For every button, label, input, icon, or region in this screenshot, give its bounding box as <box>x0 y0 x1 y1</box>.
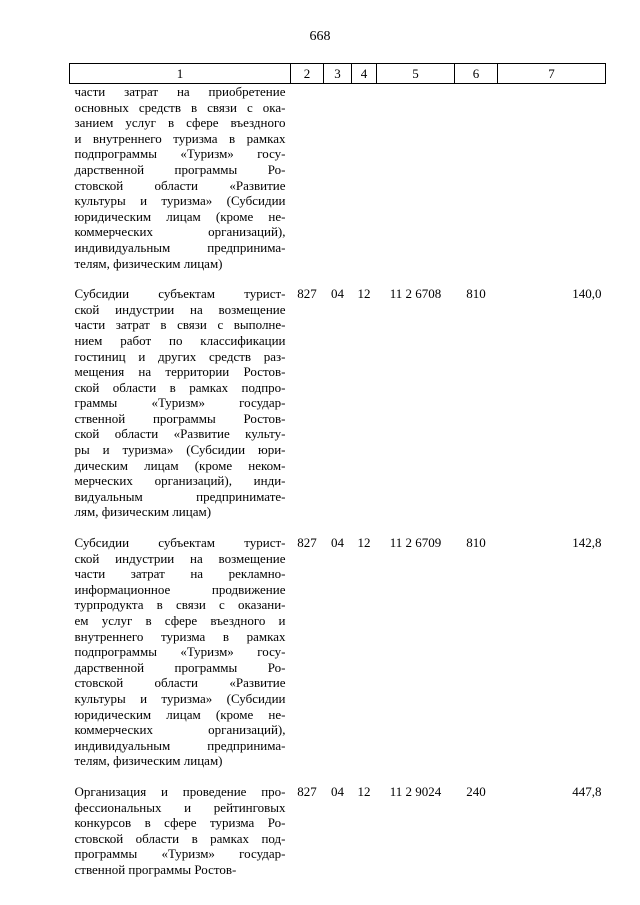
section-code: 04 <box>331 286 344 302</box>
budget-table <box>69 63 606 878</box>
description-line: граммы «Туризм» государ- <box>74 395 286 411</box>
description-line: фессиональных и рейтинговых <box>74 799 286 815</box>
description-line: ской индустрии на возмещение <box>74 301 286 317</box>
description-line: информационное продвижение <box>74 581 286 597</box>
table-body <box>70 84 606 878</box>
description-line: телям, физическим лицам) <box>74 753 223 769</box>
description-line: ской индустрии на возмещение <box>74 550 286 566</box>
description-line: юридическим лицам (кроме не- <box>74 208 286 224</box>
target-article-code: 11 2 9024 <box>389 783 442 799</box>
column-header-6: 6 <box>455 64 498 84</box>
row-description <box>70 271 291 520</box>
description-line: дарственной программы Ро- <box>74 161 286 177</box>
description-line: программы «Туризм» государ- <box>74 846 286 862</box>
subsection-code <box>352 84 377 272</box>
subsection-code: 12 <box>357 783 371 799</box>
row-description <box>70 84 291 272</box>
description-line: части затрат в связи с выполне- <box>74 317 286 333</box>
description-line: лям, физическим лицам) <box>74 504 212 520</box>
description-line: ем услуг в сфере въездного и <box>74 613 286 628</box>
description-line: коммерческих организаций), <box>74 224 286 240</box>
description-line: нием работ по классификации <box>74 332 286 348</box>
description-line: индивидуальным предпринима- <box>74 737 286 753</box>
description-line: стовской области «Развитие <box>74 177 286 193</box>
target-article-code: 11 2 6708 <box>389 286 442 302</box>
ministry-code <box>291 84 324 272</box>
description-line: ры и туризма» (Субсидии юри- <box>74 442 286 458</box>
column-header-7: 7 <box>498 64 606 84</box>
amount: 447,8 <box>572 783 602 799</box>
expense-kind-code <box>455 84 498 272</box>
target-article-code <box>377 84 455 272</box>
ministry-code: 827 <box>297 783 317 799</box>
description-line: дическим лицам (кроме неком- <box>74 457 286 473</box>
description-line: мерческих организаций), инди- <box>74 473 286 489</box>
description-line: дарственной программы Ро- <box>74 659 286 675</box>
description-line: культуры и туризма» (Субсидии <box>74 193 286 209</box>
section-code <box>324 84 352 272</box>
description-line: ственной программы Ростов- <box>74 410 286 426</box>
description-line: стовской области «Развитие <box>74 675 286 691</box>
target-article-code: 11 2 6709 <box>389 535 442 551</box>
description-line: гостиниц и других средств раз- <box>74 348 286 364</box>
description-line: стовской области в рамках под- <box>74 830 286 846</box>
description-line: Организация и проведение про- <box>74 783 286 799</box>
description-line: подпрограммы «Туризм» госу- <box>74 146 286 162</box>
description-line: конкурсов в сфере туризма Ро- <box>74 815 286 831</box>
description-line: юридическим лицам (кроме не- <box>74 706 286 722</box>
description-line: Субсидии субъектам турист- <box>74 535 286 551</box>
expense-kind-code: 240 <box>466 783 486 799</box>
description-line: ской области «Развитие культу- <box>74 426 286 442</box>
table-row <box>70 271 606 520</box>
header-row <box>70 64 606 84</box>
table-row <box>70 769 606 878</box>
subsection-code: 12 <box>357 286 371 302</box>
ministry-code: 827 <box>297 286 317 302</box>
page-number: 668 <box>309 29 331 44</box>
description-line: занием услуг в сфере въездного <box>74 115 286 131</box>
column-header-5: 5 <box>377 64 455 84</box>
table-row <box>70 520 606 769</box>
column-header-1: 1 <box>70 64 291 84</box>
expense-kind-code: 810 <box>466 286 486 302</box>
column-header-3: 3 <box>324 64 352 84</box>
description-line: телям, физическим лицам) <box>74 255 223 271</box>
column-header-2: 2 <box>291 64 324 84</box>
amount: 140,0 <box>572 286 602 302</box>
table-row <box>70 84 606 272</box>
description-line: части затрат на приобретение <box>74 84 286 99</box>
description-line: внутреннего туризма в рамках <box>74 628 286 644</box>
section-code: 04 <box>331 783 344 799</box>
description-line: Субсидии субъектам турист- <box>74 286 286 302</box>
description-line: турпродукта в связи с оказани- <box>74 597 286 613</box>
subsection-code: 12 <box>357 535 371 551</box>
description-line: и внутреннего туризма в рамках <box>74 130 286 146</box>
expense-kind-code: 810 <box>466 535 486 551</box>
amount <box>498 84 606 272</box>
description-line: части затрат на рекламно- <box>74 566 286 582</box>
ministry-code: 827 <box>297 535 317 551</box>
description-line: видуальным предпринимате- <box>74 488 286 504</box>
description-line: основных средств в связи с ока- <box>74 99 286 115</box>
description-line: ской области в рамках подпро- <box>74 379 286 395</box>
description-line: коммерческих организаций), <box>74 722 286 738</box>
column-header-4: 4 <box>352 64 377 84</box>
row-description <box>70 520 291 769</box>
row-description <box>70 769 291 878</box>
description-line: мещения на территории Ростов- <box>74 364 286 380</box>
amount: 142,8 <box>572 535 602 551</box>
description-line: культуры и туризма» (Субсидии <box>74 690 286 706</box>
section-code: 04 <box>331 535 344 551</box>
description-line: индивидуальным предпринима- <box>74 239 286 255</box>
description-line: подпрограммы «Туризм» госу- <box>74 644 286 660</box>
description-line: ственной программы Ростов- <box>74 861 237 877</box>
